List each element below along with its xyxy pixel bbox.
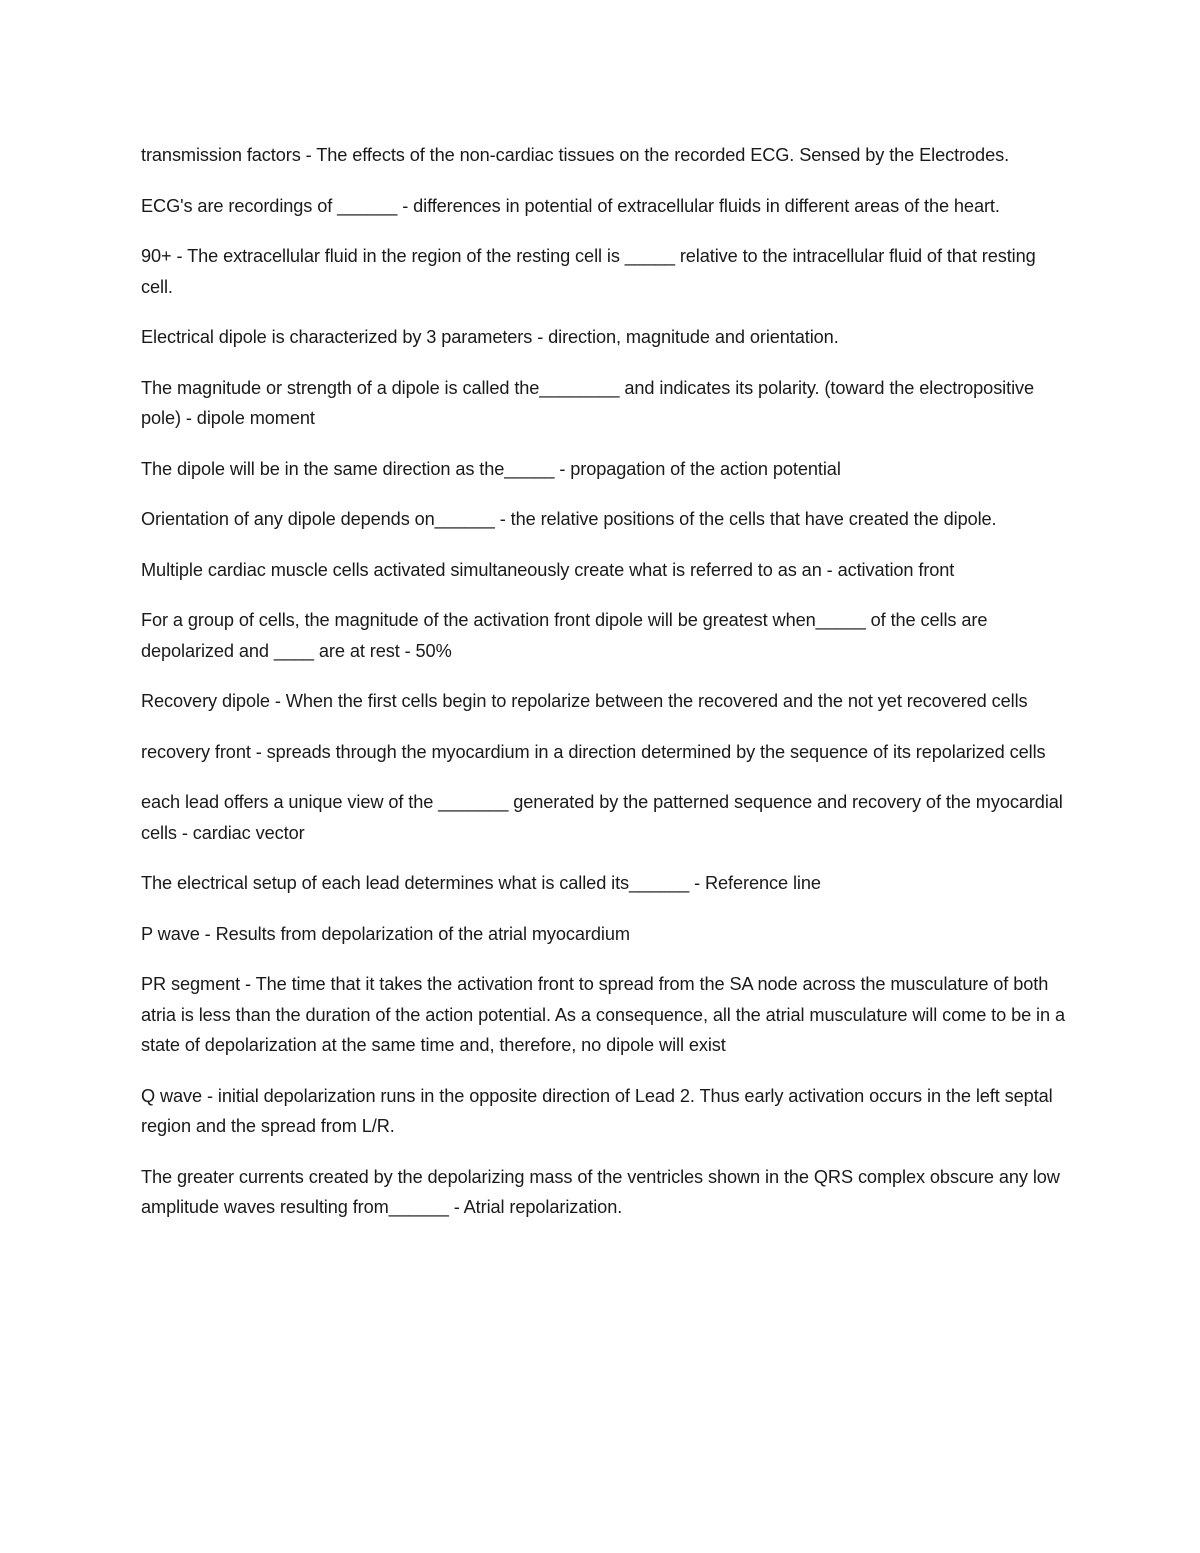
paragraph-extracellular-fluid: 90+ - The extracellular fluid in the region of the resting cell is _____ relative to the intracellular fluid of that resting cell. [141, 246, 1036, 297]
paragraph-cardiac-vector: each lead offers a unique view of the _______ generated by the patterned sequence and recovery of the myocardial cells - cardiac vector [141, 792, 1063, 843]
paragraph-activation-front: Multiple cardiac muscle cells activated simultaneously create what is referred to as an - activation front [141, 559, 955, 580]
paragraph-p-wave: P wave - Results from depolarization of the atrial myocardium [141, 923, 630, 944]
paragraph-dipole-magnitude: For a group of cells, the magnitude of the activation front dipole will be greatest when_____ of the cells are depolarized and ____ are at rest - 50% [141, 610, 988, 661]
paragraph-dipole-moment: The magnitude or strength of a dipole is called the________ and indicates its polarity. (toward the electropositive pole) - dipole moment [141, 377, 1035, 428]
paragraph-transmission-factors: transmission factors - The effects of the non-cardiac tissues on the recorded ECG. Sensed by the Electrodes. [141, 145, 1010, 165]
paragraph-ecg-recordings: ECG's are recordings of ______ - differences in potential of extracellular fluids in different areas of the heart. [141, 195, 1000, 216]
paragraph-reference-line: The electrical setup of each lead determines what is called its______ - Reference line [141, 873, 821, 893]
paragraph-atrial-repolarization: The greater currents created by the depolarizing mass of the ventricles shown in the QRS complex obscure any low amplitude waves resulting from______ - Atrial repolarization. [141, 1166, 1060, 1217]
paragraph-recovery-dipole: Recovery dipole - When the first cells begin to repolarize between the recovered and the not yet recovered cells [141, 691, 1028, 711]
document-body [141, 140, 1071, 1243]
paragraph-dipole-direction: The dipole will be in the same direction as the_____ - propagation of the action potential [141, 458, 841, 479]
paragraph-dipole-orientation: Orientation of any dipole depends on______ - the relative positions of the cells that have created the dipole. [141, 509, 997, 529]
paragraph-recovery-front: recovery front - spreads through the myocardium in a direction determined by the sequence of its repolarized cells [141, 741, 1046, 762]
paragraph-electrical-dipole: Electrical dipole is characterized by 3 parameters - direction, magnitude and orientation. [141, 327, 839, 347]
paragraph-q-wave: Q wave - initial depolarization runs in the opposite direction of Lead 2. Thus early activation occurs in the left septal region and the spread from L/R. [141, 1085, 1053, 1136]
paragraph-pr-segment: PR segment - The time that it takes the activation front to spread from the SA node across the musculature of both atria is less than the duration of the action potential. As a consequence, all the atrial musculature will come to be in a state of depolarization at the same time and, therefore, no dipole will exist [141, 974, 1065, 1055]
